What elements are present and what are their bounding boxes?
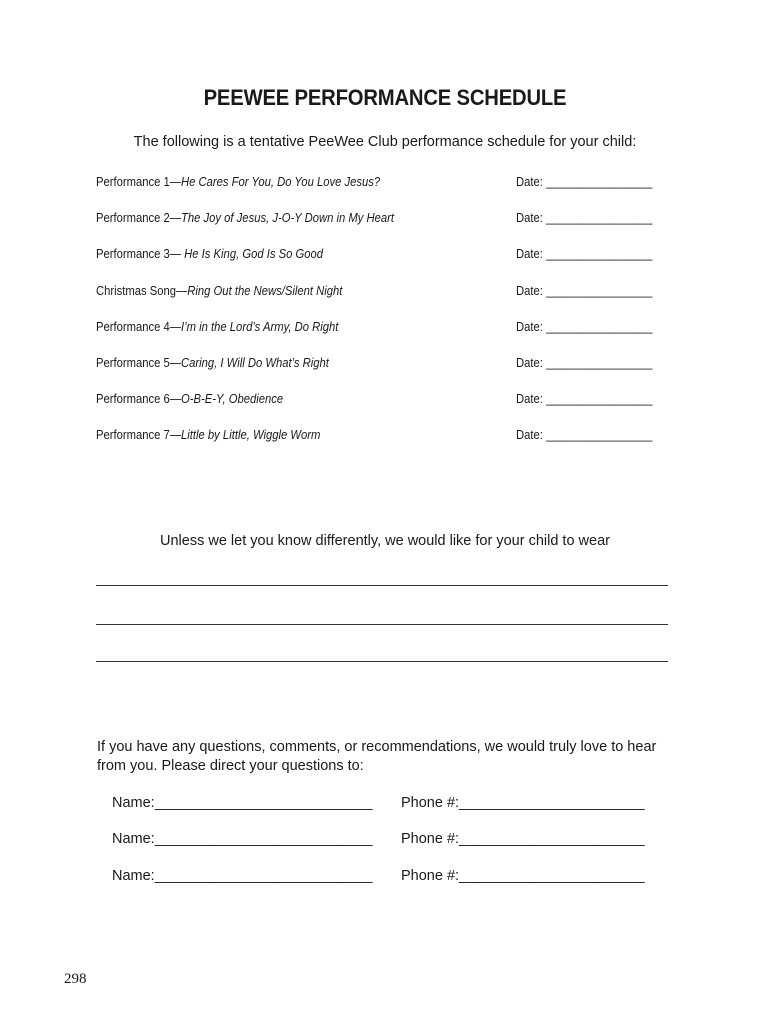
date-field[interactable]: Date: _________________: [516, 428, 653, 442]
page-title: PEEWEE PERFORMANCE SCHEDULE: [203, 85, 567, 110]
performance-label: Performance 3— He Is King, God Is So Good: [96, 247, 323, 261]
phone-field[interactable]: Phone #:_______________________: [401, 795, 645, 811]
performance-row: [96, 428, 670, 448]
contact-row: [112, 795, 672, 817]
date-field[interactable]: Date: _________________: [516, 320, 653, 334]
date-field[interactable]: Date: _________________: [516, 211, 653, 225]
performance-row: [96, 356, 670, 376]
performance-row: [96, 211, 670, 231]
name-field[interactable]: Name:___________________________: [112, 868, 373, 884]
performance-label: Performance 7—Little by Little, Wiggle Worm: [96, 428, 321, 442]
date-field[interactable]: Date: _________________: [516, 175, 653, 189]
performance-row: [96, 284, 670, 304]
phone-field[interactable]: Phone #:_______________________: [401, 868, 645, 884]
contact-intro-text: If you have any questions, comments, or recommendations, we would truly love to hear from you. Please direct your questions to:: [97, 739, 657, 774]
date-field[interactable]: Date: _________________: [516, 247, 653, 261]
wear-intro-text: Unless we let you know differently, we would like for your child to wear: [160, 533, 610, 549]
date-field[interactable]: Date: _________________: [516, 356, 653, 370]
name-field[interactable]: Name:___________________________: [112, 831, 373, 847]
performance-label: Christmas Song—Ring Out the News/Silent Night: [96, 284, 343, 298]
performance-label: Performance 5—Caring, I Will Do What’s Right: [96, 356, 329, 370]
performance-label: Performance 6—O-B-E-Y, Obedience: [96, 392, 284, 406]
performance-label: Performance 4—I’m in the Lord’s Army, Do Right: [96, 320, 339, 334]
performance-row: [96, 320, 670, 340]
date-field[interactable]: Date: _________________: [516, 284, 653, 298]
contact-row: [112, 831, 672, 853]
performance-label: Performance 2—The Joy of Jesus, J-O-Y Down in My Heart: [96, 211, 395, 225]
phone-field[interactable]: Phone #:_______________________: [401, 831, 645, 847]
wear-answer-line[interactable]: [96, 661, 668, 662]
page-number: 298: [64, 971, 87, 987]
name-field[interactable]: Name:___________________________: [112, 795, 373, 811]
contact-row: [112, 868, 672, 890]
wear-answer-line[interactable]: [96, 624, 668, 625]
performance-row: [96, 175, 670, 195]
date-field[interactable]: Date: _________________: [516, 392, 653, 406]
wear-answer-line[interactable]: [96, 585, 668, 586]
performance-row: [96, 392, 670, 412]
performance-label: Performance 1—He Cares For You, Do You Love Jesus?: [96, 175, 381, 189]
intro-text: The following is a tentative PeeWee Club performance schedule for your child:: [133, 134, 637, 150]
performance-row: [96, 247, 670, 267]
